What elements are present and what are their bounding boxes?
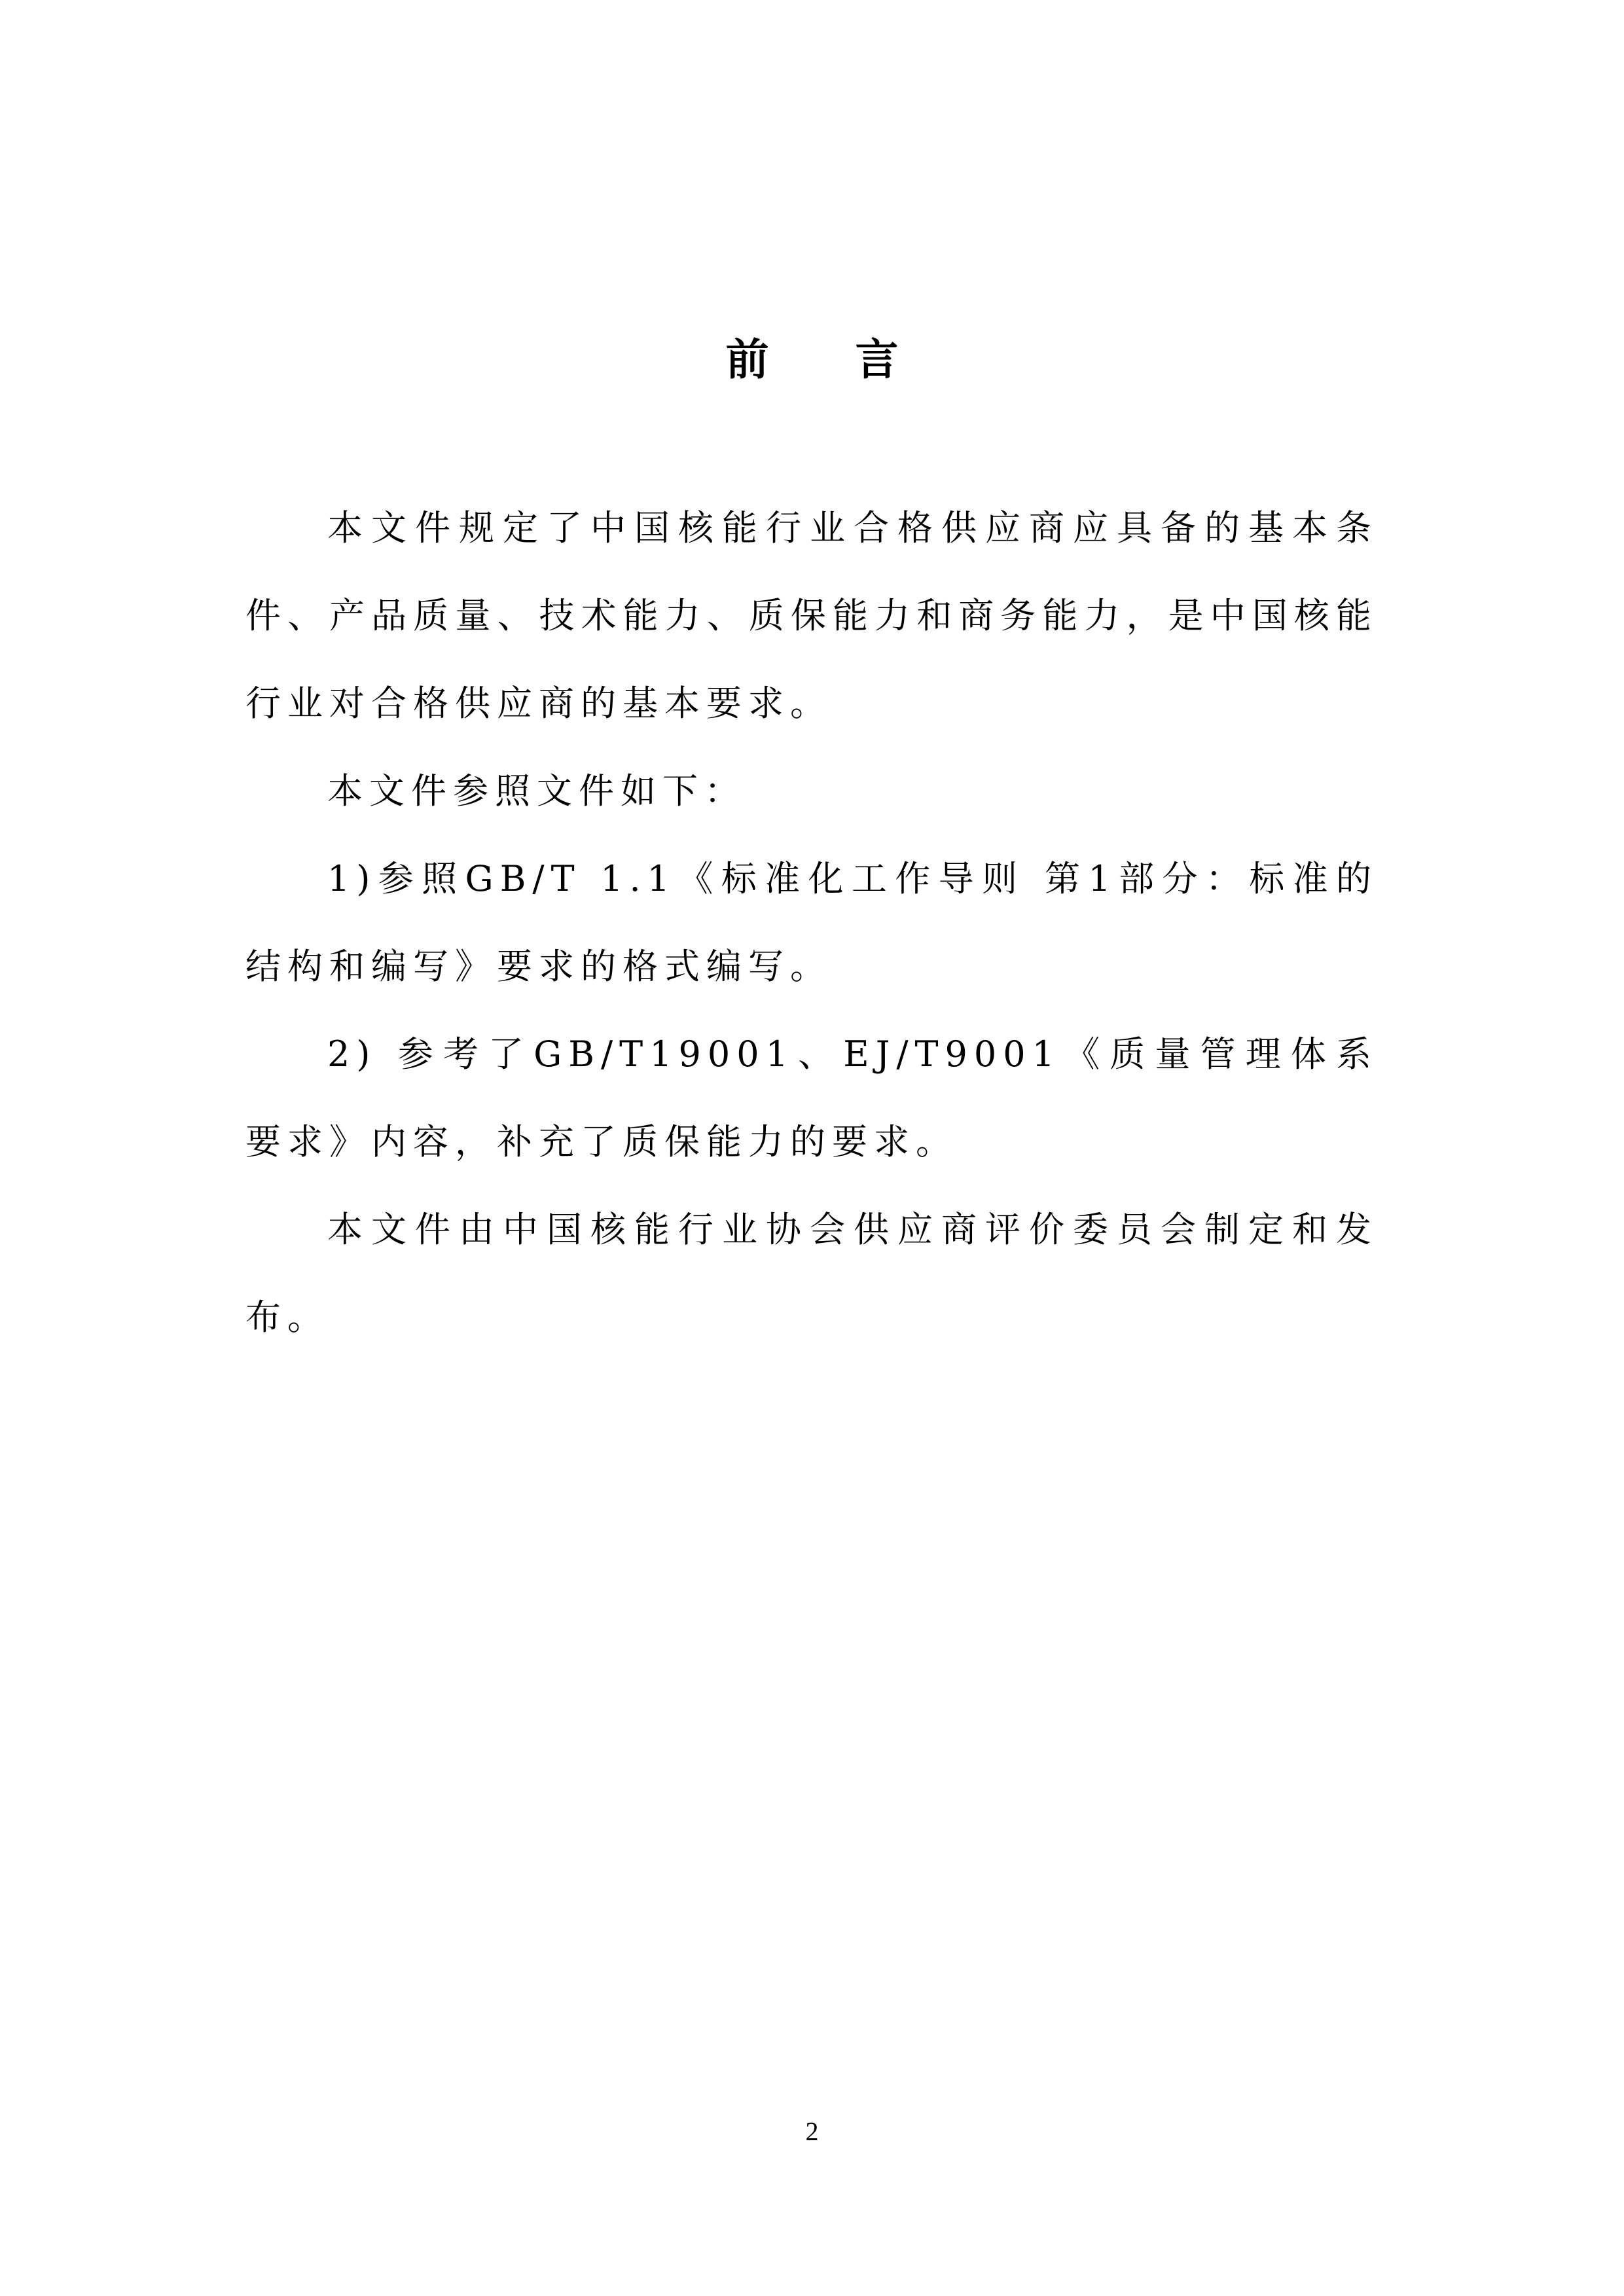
page-number: 2 [805, 2117, 819, 2146]
page-title-part-2: 言 [855, 334, 899, 385]
paragraph-scope: 本文件规定了中国核能行业合格供应商应具备的基本条件、产品质量、技术能力、质保能力和商务能力，是中国核能行业对合格供应商的基本要求。 [245, 507, 1378, 724]
paragraph-reference-1: 1)参照GB/T 1.1《标准化工作导则 第1部分：标准的结构和编写》要求的格式编写。 [245, 858, 1378, 987]
preface-body [245, 484, 1378, 1361]
page-title [0, 331, 1624, 389]
paragraph-references-intro: 本文件参照文件如下： [327, 770, 746, 812]
paragraph-reference-2: 2) 参考了GB/T19001、EJ/T9001《质量管理体系 要求》内容，补充了质保能力的要求。 [245, 1033, 1378, 1162]
page-title-part-1: 前 [725, 334, 769, 385]
paragraph-publisher: 本文件由中国核能行业协会供应商评价委员会制定和发布。 [245, 1209, 1378, 1338]
